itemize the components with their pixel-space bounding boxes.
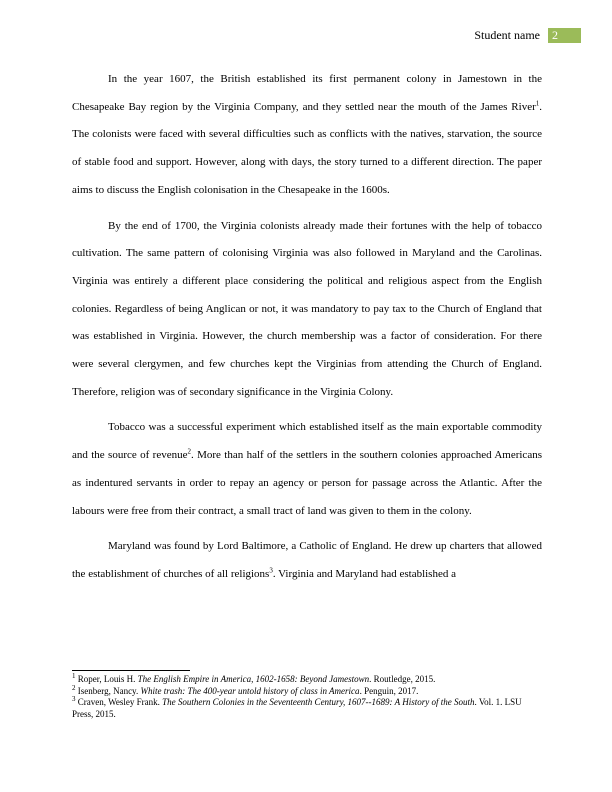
footnote-separator bbox=[72, 670, 190, 671]
paragraph-maryland: Maryland was found by Lord Baltimore, a Catholic of England. He drew up charters that allowed the establishment of churches of all religions$^3$. Virginia and Maryland had established a bbox=[72, 540, 542, 580]
paragraph-tobacco-religion: By the end of 1700, the Virginia colonists already made their fortunes with the help of tobacco cultivation. The same pattern of colonising Virginia was also followed in Maryland and the Carolinas. Virginia was entirely a different place considering the political and religious aspect from the English colonies. Regardless of being Anglican or not, it was mandatory to pay tax to the Church of England that was established in Virginia. However, the church membership was a factor of consideration. For there were several clergymen, and few churches kept the Virginias from attending the Church of England. Therefore, religion was of secondary significance in the Virginia Colony. bbox=[72, 219, 542, 398]
paragraph-tobacco-revenue: Tobacco was a successful experiment which established itself as the main exportable commodity and the source of revenue$^2$. More than half of the settlers in the southern colonies approached Americans as indentured servants in order to repay an agency or person for passage across the Atlantic. After the labours were free from their contract, a small tract of land was given to them in the colony. bbox=[72, 421, 542, 517]
footnote-3: $^3$ Craven, Wesley Frank. The Southern Colonies in the Seventeenth Century, 1607--1689: A History of the South. Vol. 1. LSU Press, 2015. bbox=[72, 695, 522, 719]
header-student-name: Student name bbox=[474, 28, 540, 42]
footnote-1: $^1$ Roper, Louis H. The English Empire in America, 1602-1658: Beyond Jamestown. Routledge, 2015. bbox=[72, 672, 436, 684]
page-header bbox=[474, 28, 581, 43]
footnote-ref-3: 3 bbox=[269, 566, 273, 575]
paragraph-jamestown: In the year 1607, the British established its first permanent colony in Jamestown in the Chesapeake Bay region by the Virginia Company, and they settled near the mouth of the James River$^1$. The colonists were faced with several difficulties such as conflicts with the natives, starvation, the source of stable food and support. However, along with days, the story turned to a different direction. The paper aims to discuss the English colonisation in the Chesapeake in the 1600s. bbox=[72, 73, 542, 196]
footnote-2: $^2$ Isenberg, Nancy. White trash: The 400-year untold history of class in America. Penguin, 2017. bbox=[72, 683, 419, 696]
footnotes bbox=[72, 674, 542, 720]
document-body bbox=[72, 66, 542, 589]
page-number-badge: 2 bbox=[548, 28, 581, 43]
footnote-ref-2: 2 bbox=[187, 447, 191, 456]
footnote-ref-1: 1 bbox=[535, 99, 540, 108]
